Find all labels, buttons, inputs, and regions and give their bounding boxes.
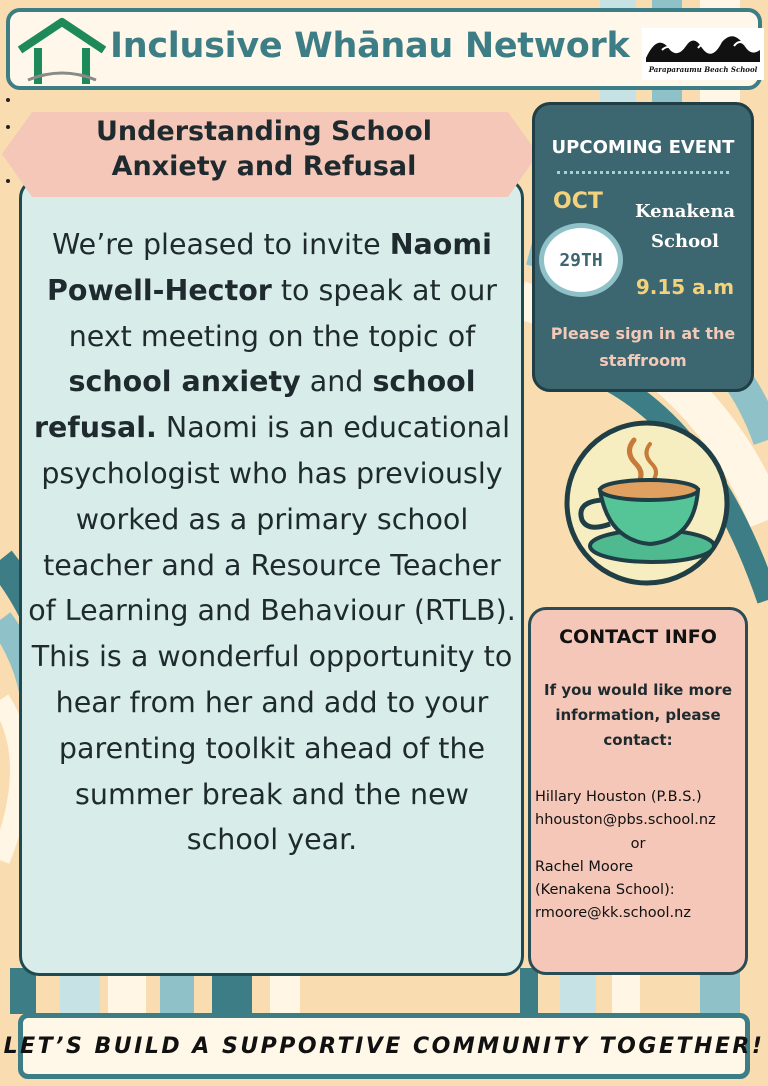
contact-list — [535, 786, 741, 926]
main-title-line-2: Anxiety and Refusal — [111, 151, 417, 182]
event-venue-line-2: School — [651, 231, 719, 252]
topic-school-anxiety: school anxiety — [68, 365, 301, 399]
event-note: Please sign in at the staffroom — [550, 324, 736, 370]
footer-slogan: LET’S BUILD A SUPPORTIVE COMMUNITY TOGETHER! — [3, 1033, 765, 1059]
body-part-4: Naomi is an educational psychologist who has previously worked as a primary school teacher and a Resource Teacher of Learning and Behaviour (RTLB). This is a wonderful opportunity to hear from her and add to your parenting toolkit ahead of the summer break and the new school year. — [28, 411, 516, 857]
event-heading: UPCOMING EVENT — [551, 137, 735, 158]
contact-info-card — [528, 607, 748, 975]
contact-org-2: (Kenakena School): — [535, 882, 675, 899]
school-logo-text: Paraparaumu Beach School — [648, 65, 758, 74]
event-day: 29TH — [559, 249, 603, 271]
main-title-line-1: Understanding School — [95, 116, 433, 147]
contact-email-2: rmoore@kk.school.nz — [535, 905, 691, 922]
network-title: Inclusive Whānau Network — [110, 26, 630, 66]
body-part-1: We’re pleased to invite — [52, 228, 390, 261]
body-part-2: to speak at our next meeting on the topic of — [68, 273, 497, 353]
footer-banner — [3, 1013, 765, 1079]
contact-intro: If you would like more information, please contact: — [543, 681, 732, 749]
header-bar — [6, 8, 762, 90]
upcoming-event-card — [532, 102, 754, 392]
school-logo — [642, 28, 764, 80]
event-divider — [557, 171, 729, 174]
event-venue — [625, 197, 745, 257]
event-venue-line-1: Kenakena — [634, 201, 736, 222]
body-part-3: and — [300, 365, 373, 399]
topic-school-refusal: school refusal. — [33, 365, 476, 445]
main-title — [40, 112, 488, 184]
event-month: OCT — [553, 189, 603, 214]
house-roof-icon — [16, 16, 108, 88]
contact-person-1: Hillary Houston (P.B.S.) — [535, 789, 702, 805]
contact-person-2: Rachel Moore — [535, 858, 634, 875]
contact-email-1: hhouston@pbs.school.nz — [535, 812, 716, 829]
teacup-icon — [564, 420, 730, 586]
event-day-badge — [539, 223, 623, 297]
waves-logo-icon — [642, 28, 764, 64]
speaker-name: Naomi Powell-Hector — [47, 228, 492, 307]
event-time: 9.15 a.m — [635, 275, 735, 299]
contact-heading: CONTACT INFO — [559, 626, 717, 648]
contact-separator: or — [630, 835, 646, 852]
invitation-text — [26, 222, 518, 863]
